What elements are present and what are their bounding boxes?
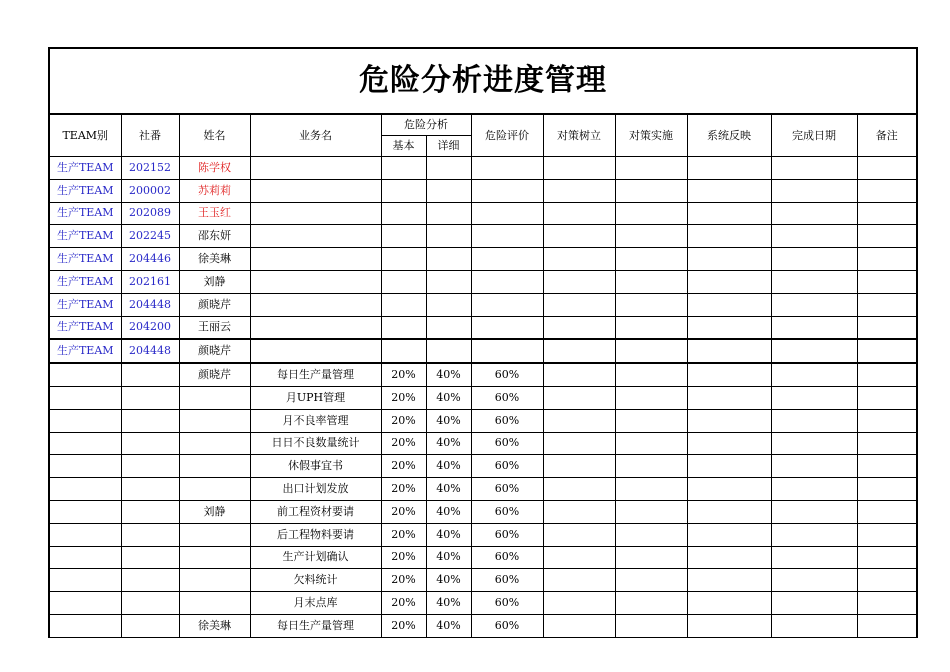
cell-risk-eval: 60% — [471, 592, 543, 615]
cell-basic — [381, 293, 426, 316]
cell-detail: 40% — [426, 614, 471, 637]
cell-note — [857, 157, 917, 180]
cell-detail: 40% — [426, 432, 471, 455]
cell-system-feedback — [687, 500, 771, 523]
cell-name: 徐美琳 — [179, 614, 250, 637]
cell-employee-id: 202152 — [121, 157, 179, 180]
cell-team: 生产TEAM — [49, 225, 121, 248]
cell-name — [179, 523, 250, 546]
cell-basic — [381, 270, 426, 293]
cell-measure-set — [543, 339, 615, 363]
cell-measure-impl — [615, 179, 687, 202]
cell-name — [179, 409, 250, 432]
cell-done-date — [771, 202, 857, 225]
cell-team: 生产TEAM — [49, 339, 121, 363]
cell-measure-set — [543, 293, 615, 316]
cell-task: 出口计划发放 — [250, 478, 381, 501]
cell-employee-id — [121, 569, 179, 592]
cell-basic: 20% — [381, 386, 426, 409]
cell-detail — [426, 316, 471, 339]
cell-employee-id — [121, 523, 179, 546]
cell-measure-set — [543, 363, 615, 386]
cell-task: 每日生产量管理 — [250, 614, 381, 637]
cell-risk-eval — [471, 179, 543, 202]
cell-task — [250, 225, 381, 248]
table-row — [49, 478, 917, 501]
cell-employee-id: 202161 — [121, 270, 179, 293]
cell-risk-eval: 60% — [471, 363, 543, 386]
cell-measure-impl — [615, 293, 687, 316]
cell-measure-impl — [615, 386, 687, 409]
cell-system-feedback — [687, 432, 771, 455]
cell-done-date — [771, 225, 857, 248]
cell-team — [49, 523, 121, 546]
cell-done-date — [771, 316, 857, 339]
cell-note — [857, 523, 917, 546]
cell-name: 王玉红 — [179, 202, 250, 225]
cell-task — [250, 293, 381, 316]
cell-measure-set — [543, 225, 615, 248]
cell-detail — [426, 202, 471, 225]
cell-risk-eval — [471, 293, 543, 316]
cell-measure-set — [543, 270, 615, 293]
cell-team: 生产TEAM — [49, 316, 121, 339]
cell-basic — [381, 339, 426, 363]
table-row — [49, 157, 917, 180]
cell-note — [857, 478, 917, 501]
cell-team — [49, 614, 121, 637]
cell-team: 生产TEAM — [49, 293, 121, 316]
cell-measure-impl — [615, 478, 687, 501]
cell-measure-impl — [615, 432, 687, 455]
cell-note — [857, 248, 917, 271]
table-row — [49, 500, 917, 523]
table-row — [49, 202, 917, 225]
cell-team — [49, 500, 121, 523]
cell-system-feedback — [687, 225, 771, 248]
cell-system-feedback — [687, 569, 771, 592]
cell-employee-id — [121, 546, 179, 569]
cell-system-feedback — [687, 546, 771, 569]
cell-measure-set — [543, 316, 615, 339]
table-row — [49, 363, 917, 386]
cell-risk-eval: 60% — [471, 455, 543, 478]
cell-detail — [426, 339, 471, 363]
cell-measure-set — [543, 478, 615, 501]
cell-name — [179, 386, 250, 409]
cell-note — [857, 432, 917, 455]
cell-name — [179, 592, 250, 615]
cell-system-feedback — [687, 316, 771, 339]
cell-system-feedback — [687, 157, 771, 180]
cell-risk-eval — [471, 316, 543, 339]
cell-note — [857, 339, 917, 363]
cell-employee-id — [121, 409, 179, 432]
cell-risk-eval: 60% — [471, 546, 543, 569]
cell-measure-impl — [615, 363, 687, 386]
cell-employee-id: 200002 — [121, 179, 179, 202]
cell-risk-eval — [471, 225, 543, 248]
cell-note — [857, 363, 917, 386]
cell-done-date — [771, 363, 857, 386]
cell-employee-id: 204446 — [121, 248, 179, 271]
cell-basic — [381, 316, 426, 339]
cell-system-feedback — [687, 202, 771, 225]
cell-detail: 40% — [426, 478, 471, 501]
cell-name: 刘静 — [179, 270, 250, 293]
cell-name: 刘静 — [179, 500, 250, 523]
table-row — [49, 225, 917, 248]
cell-name: 王丽云 — [179, 316, 250, 339]
header-detail: 详细 — [426, 136, 471, 157]
header-name: 姓名 — [179, 114, 250, 157]
cell-measure-impl — [615, 455, 687, 478]
header-system-feedback: 系统反映 — [687, 114, 771, 157]
cell-note — [857, 592, 917, 615]
cell-task: 生产计划确认 — [250, 546, 381, 569]
cell-done-date — [771, 386, 857, 409]
cell-team — [49, 546, 121, 569]
cell-measure-impl — [615, 569, 687, 592]
header-measure-impl: 对策实施 — [615, 114, 687, 157]
header-measure-set: 对策树立 — [543, 114, 615, 157]
header-done-date: 完成日期 — [771, 114, 857, 157]
header-basic: 基本 — [381, 136, 426, 157]
cell-name — [179, 546, 250, 569]
cell-risk-eval — [471, 157, 543, 180]
cell-done-date — [771, 293, 857, 316]
cell-detail — [426, 179, 471, 202]
cell-basic: 20% — [381, 409, 426, 432]
cell-task: 休假事宜书 — [250, 455, 381, 478]
cell-detail — [426, 225, 471, 248]
cell-employee-id — [121, 478, 179, 501]
cell-basic: 20% — [381, 546, 426, 569]
cell-done-date — [771, 455, 857, 478]
cell-system-feedback — [687, 270, 771, 293]
cell-basic — [381, 225, 426, 248]
cell-system-feedback — [687, 248, 771, 271]
cell-task: 日日不良数量统计 — [250, 432, 381, 455]
cell-done-date — [771, 614, 857, 637]
cell-basic: 20% — [381, 478, 426, 501]
cell-note — [857, 409, 917, 432]
cell-name — [179, 455, 250, 478]
cell-done-date — [771, 592, 857, 615]
cell-measure-impl — [615, 157, 687, 180]
cell-system-feedback — [687, 179, 771, 202]
cell-name — [179, 569, 250, 592]
cell-employee-id — [121, 592, 179, 615]
cell-basic: 20% — [381, 363, 426, 386]
cell-risk-eval — [471, 339, 543, 363]
cell-detail — [426, 293, 471, 316]
header-employee-id: 社番 — [121, 114, 179, 157]
cell-task: 月UPH管理 — [250, 386, 381, 409]
cell-basic: 20% — [381, 500, 426, 523]
cell-risk-eval: 60% — [471, 569, 543, 592]
cell-measure-impl — [615, 202, 687, 225]
cell-task — [250, 202, 381, 225]
table-row — [49, 569, 917, 592]
cell-detail: 40% — [426, 546, 471, 569]
cell-done-date — [771, 546, 857, 569]
sheet-title: 危险分析进度管理 — [49, 48, 917, 114]
cell-basic: 20% — [381, 569, 426, 592]
cell-done-date — [771, 569, 857, 592]
cell-risk-eval: 60% — [471, 432, 543, 455]
cell-risk-eval: 60% — [471, 409, 543, 432]
cell-detail: 40% — [426, 523, 471, 546]
cell-note — [857, 316, 917, 339]
cell-measure-set — [543, 409, 615, 432]
cell-detail: 40% — [426, 363, 471, 386]
cell-done-date — [771, 500, 857, 523]
cell-note — [857, 614, 917, 637]
cell-measure-set — [543, 179, 615, 202]
cell-employee-id: 204200 — [121, 316, 179, 339]
cell-team: 生产TEAM — [49, 157, 121, 180]
cell-basic: 20% — [381, 614, 426, 637]
cell-detail: 40% — [426, 569, 471, 592]
cell-system-feedback — [687, 455, 771, 478]
cell-task — [250, 316, 381, 339]
cell-name — [179, 432, 250, 455]
cell-done-date — [771, 157, 857, 180]
cell-risk-eval — [471, 248, 543, 271]
cell-note — [857, 225, 917, 248]
cell-name: 颜晓芹 — [179, 339, 250, 363]
cell-employee-id — [121, 614, 179, 637]
cell-risk-eval — [471, 270, 543, 293]
cell-name: 徐美琳 — [179, 248, 250, 271]
cell-employee-id — [121, 432, 179, 455]
cell-detail — [426, 157, 471, 180]
cell-task: 欠料统计 — [250, 569, 381, 592]
table-row — [49, 409, 917, 432]
cell-name: 颜晓芹 — [179, 293, 250, 316]
cell-task — [250, 179, 381, 202]
cell-task: 每日生产量管理 — [250, 363, 381, 386]
cell-task — [250, 248, 381, 271]
table-row — [49, 432, 917, 455]
cell-team — [49, 363, 121, 386]
cell-employee-id: 202245 — [121, 225, 179, 248]
cell-measure-set — [543, 432, 615, 455]
cell-note — [857, 202, 917, 225]
cell-team — [49, 432, 121, 455]
cell-basic — [381, 248, 426, 271]
cell-task: 月末点库 — [250, 592, 381, 615]
cell-name: 颜晓芹 — [179, 363, 250, 386]
cell-measure-set — [543, 614, 615, 637]
cell-measure-set — [543, 202, 615, 225]
cell-note — [857, 270, 917, 293]
table-row — [49, 523, 917, 546]
cell-done-date — [771, 478, 857, 501]
cell-measure-set — [543, 386, 615, 409]
cell-employee-id: 204448 — [121, 293, 179, 316]
table-row — [49, 546, 917, 569]
cell-basic: 20% — [381, 432, 426, 455]
cell-measure-set — [543, 157, 615, 180]
table-row — [49, 339, 917, 363]
cell-system-feedback — [687, 614, 771, 637]
table-row — [49, 316, 917, 339]
cell-measure-impl — [615, 339, 687, 363]
cell-system-feedback — [687, 409, 771, 432]
cell-team: 生产TEAM — [49, 270, 121, 293]
cell-note — [857, 546, 917, 569]
cell-name — [179, 478, 250, 501]
cell-measure-set — [543, 523, 615, 546]
cell-done-date — [771, 409, 857, 432]
cell-done-date — [771, 432, 857, 455]
cell-risk-eval: 60% — [471, 478, 543, 501]
cell-detail: 40% — [426, 500, 471, 523]
cell-measure-impl — [615, 614, 687, 637]
cell-measure-set — [543, 455, 615, 478]
table-row — [49, 248, 917, 271]
cell-task — [250, 270, 381, 293]
cell-team — [49, 455, 121, 478]
cell-note — [857, 386, 917, 409]
cell-measure-set — [543, 546, 615, 569]
cell-basic: 20% — [381, 455, 426, 478]
header-note: 备注 — [857, 114, 917, 157]
cell-measure-impl — [615, 523, 687, 546]
table-row — [49, 455, 917, 478]
table-row — [49, 386, 917, 409]
table-row — [49, 293, 917, 316]
cell-risk-eval: 60% — [471, 386, 543, 409]
cell-measure-set — [543, 569, 615, 592]
cell-team — [49, 386, 121, 409]
cell-measure-impl — [615, 270, 687, 293]
cell-employee-id: 204448 — [121, 339, 179, 363]
cell-team — [49, 478, 121, 501]
cell-note — [857, 293, 917, 316]
cell-done-date — [771, 179, 857, 202]
cell-basic: 20% — [381, 592, 426, 615]
cell-measure-set — [543, 248, 615, 271]
cell-measure-impl — [615, 248, 687, 271]
cell-measure-impl — [615, 546, 687, 569]
cell-employee-id — [121, 363, 179, 386]
cell-done-date — [771, 270, 857, 293]
cell-note — [857, 179, 917, 202]
cell-note — [857, 455, 917, 478]
header-risk-analysis: 危险分析 — [381, 114, 471, 136]
cell-team — [49, 409, 121, 432]
cell-name: 陈学权 — [179, 157, 250, 180]
cell-risk-eval: 60% — [471, 614, 543, 637]
cell-team — [49, 592, 121, 615]
cell-employee-id — [121, 386, 179, 409]
cell-team: 生产TEAM — [49, 179, 121, 202]
cell-name: 邵东妍 — [179, 225, 250, 248]
table-row — [49, 592, 917, 615]
cell-basic — [381, 202, 426, 225]
cell-measure-impl — [615, 225, 687, 248]
cell-measure-impl — [615, 316, 687, 339]
cell-task: 前工程资材要请 — [250, 500, 381, 523]
cell-system-feedback — [687, 592, 771, 615]
cell-employee-id — [121, 455, 179, 478]
cell-system-feedback — [687, 363, 771, 386]
cell-task — [250, 157, 381, 180]
cell-detail: 40% — [426, 455, 471, 478]
cell-employee-id: 202089 — [121, 202, 179, 225]
cell-detail — [426, 270, 471, 293]
cell-system-feedback — [687, 293, 771, 316]
cell-note — [857, 500, 917, 523]
cell-detail: 40% — [426, 592, 471, 615]
header-team: TEAM别 — [49, 114, 121, 157]
cell-task: 后工程物料要请 — [250, 523, 381, 546]
cell-done-date — [771, 339, 857, 363]
cell-employee-id — [121, 500, 179, 523]
cell-risk-eval: 60% — [471, 523, 543, 546]
cell-detail — [426, 248, 471, 271]
cell-team: 生产TEAM — [49, 202, 121, 225]
cell-system-feedback — [687, 339, 771, 363]
cell-detail: 40% — [426, 386, 471, 409]
header-task: 业务名 — [250, 114, 381, 157]
cell-measure-impl — [615, 592, 687, 615]
cell-basic: 20% — [381, 523, 426, 546]
cell-system-feedback — [687, 478, 771, 501]
table-row — [49, 179, 917, 202]
cell-measure-set — [543, 500, 615, 523]
table-row — [49, 270, 917, 293]
cell-system-feedback — [687, 523, 771, 546]
cell-measure-impl — [615, 409, 687, 432]
cell-basic — [381, 179, 426, 202]
cell-basic — [381, 157, 426, 180]
cell-name: 苏莉莉 — [179, 179, 250, 202]
cell-risk-eval — [471, 202, 543, 225]
cell-note — [857, 569, 917, 592]
cell-risk-eval: 60% — [471, 500, 543, 523]
progress-table — [48, 47, 918, 638]
cell-system-feedback — [687, 386, 771, 409]
table-row — [49, 614, 917, 637]
cell-done-date — [771, 523, 857, 546]
cell-team: 生产TEAM — [49, 248, 121, 271]
cell-measure-impl — [615, 500, 687, 523]
cell-done-date — [771, 248, 857, 271]
cell-team — [49, 569, 121, 592]
cell-task: 月不良率管理 — [250, 409, 381, 432]
cell-detail: 40% — [426, 409, 471, 432]
header-risk-eval: 危险评价 — [471, 114, 543, 157]
cell-task — [250, 339, 381, 363]
cell-measure-set — [543, 592, 615, 615]
